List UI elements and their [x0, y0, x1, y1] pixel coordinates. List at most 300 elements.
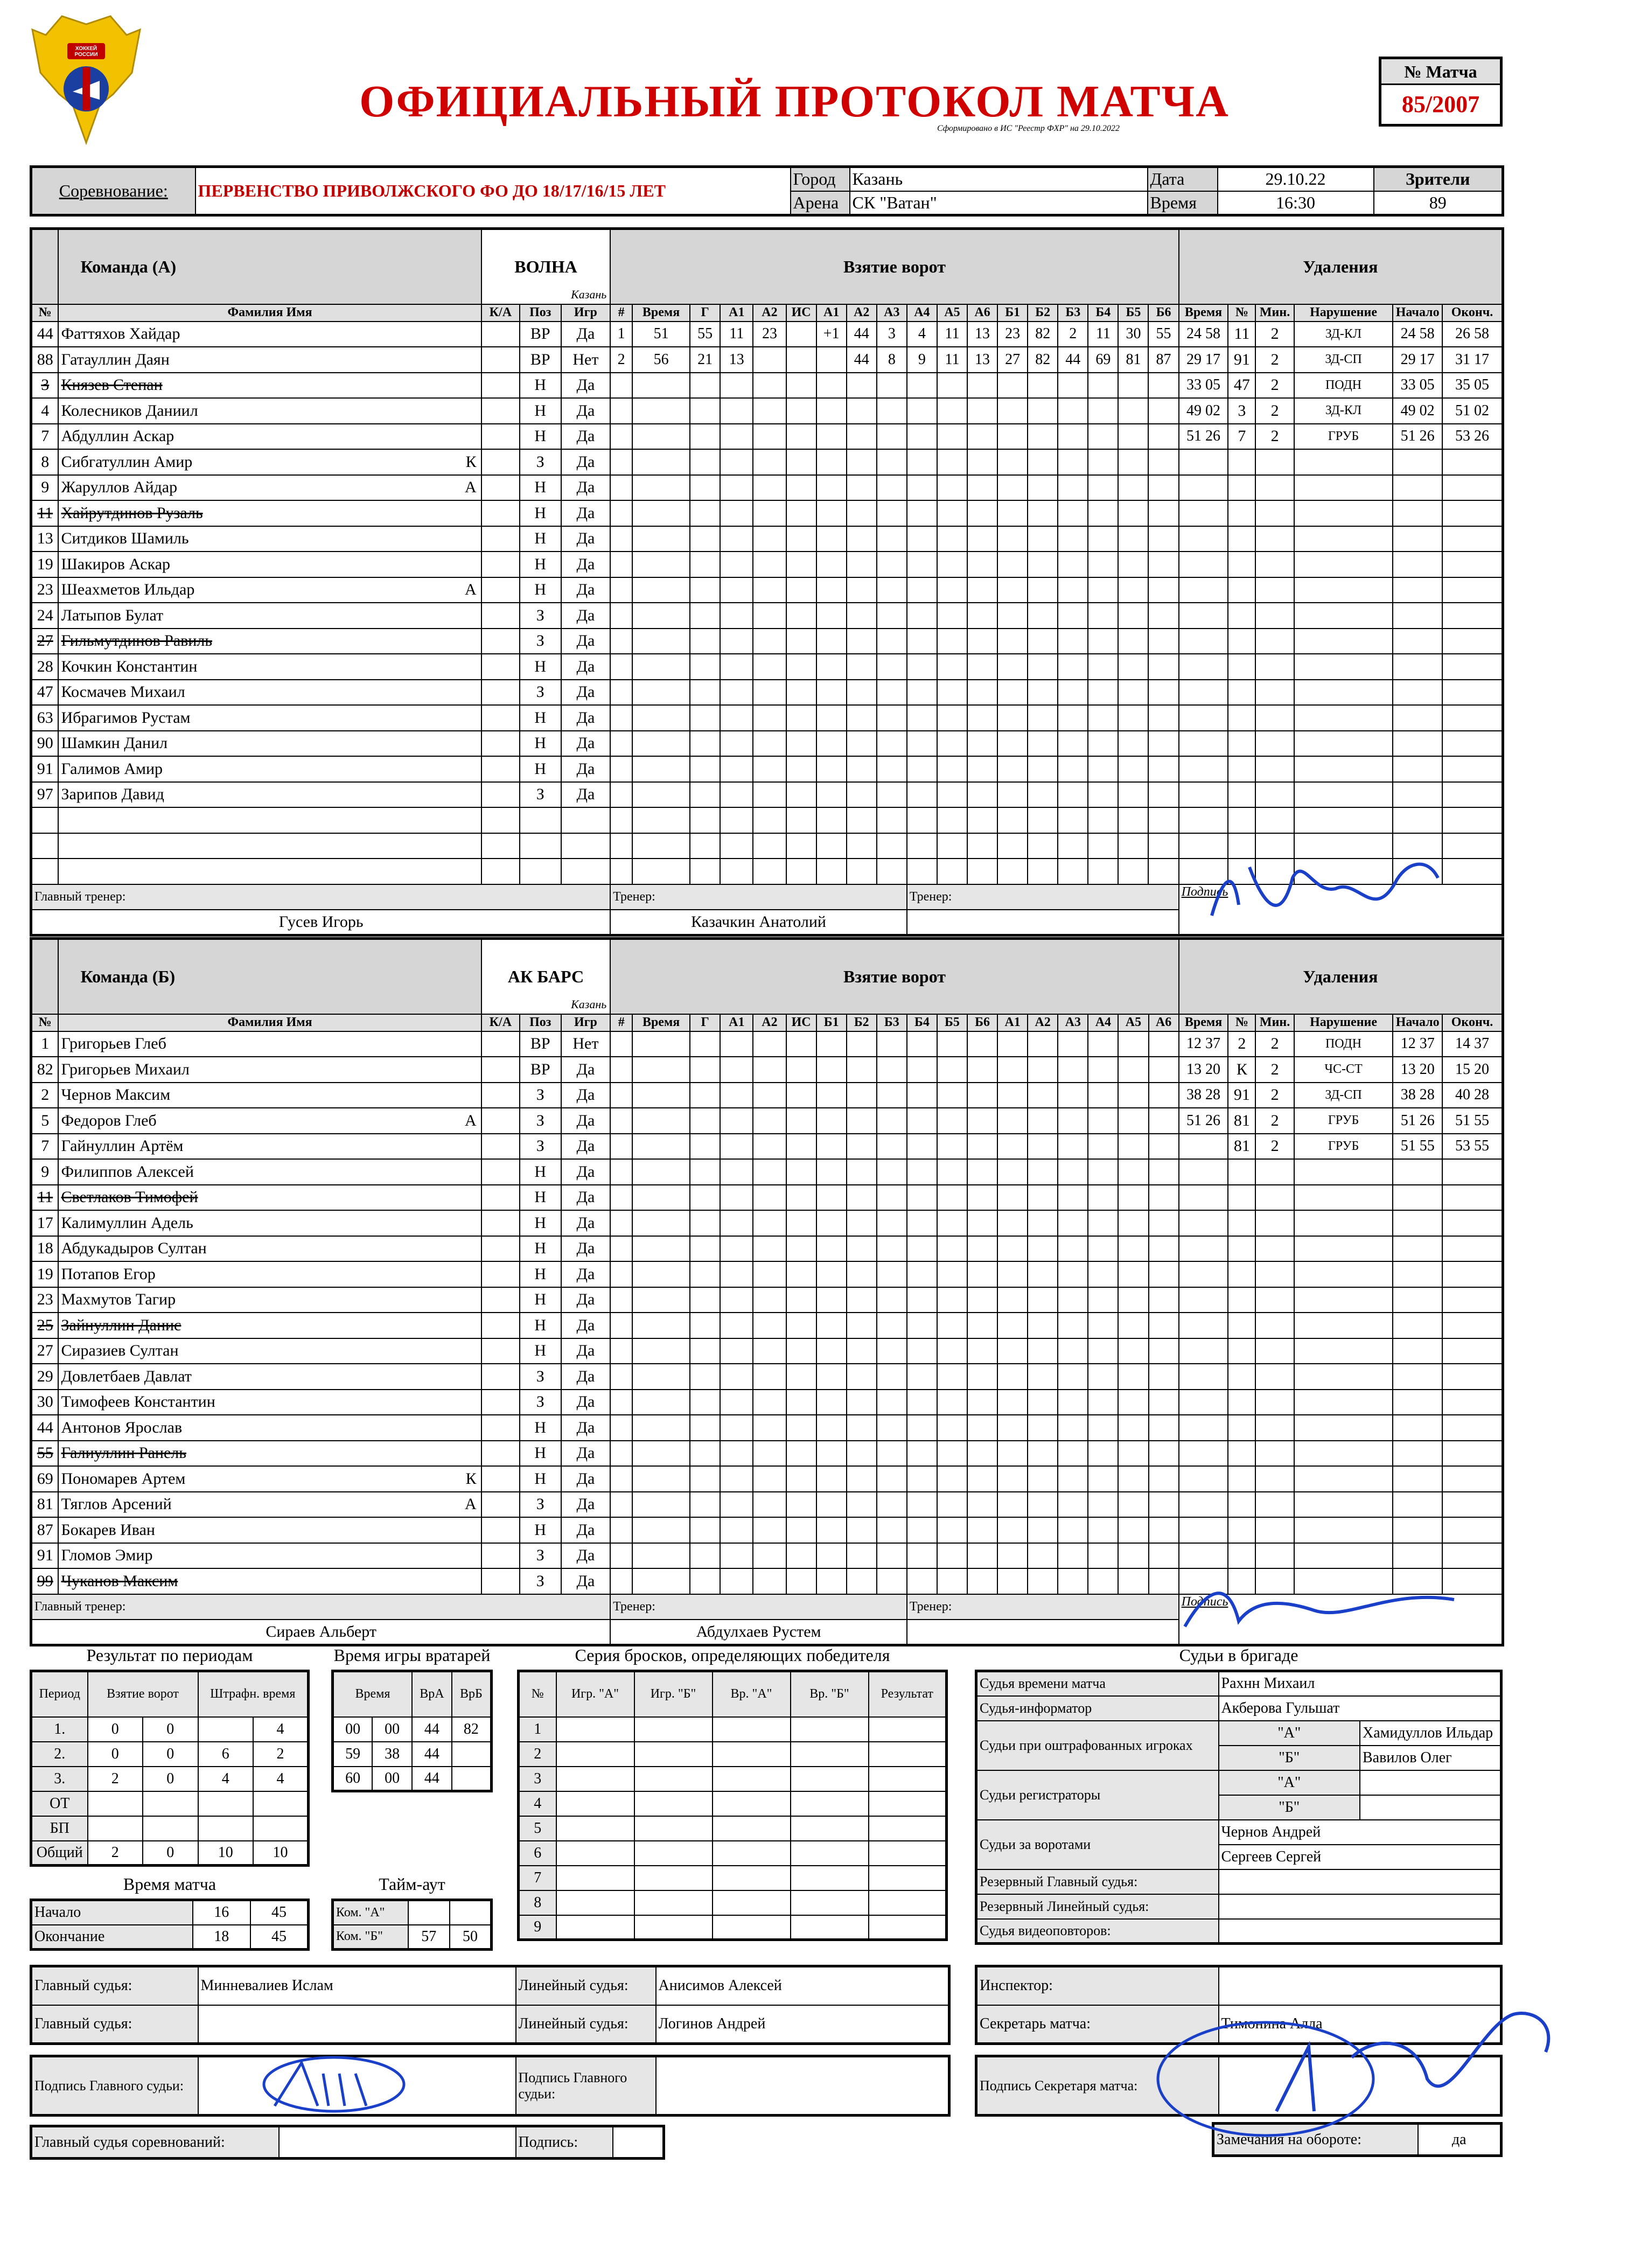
goal-cell [1148, 552, 1178, 577]
team-a-table [30, 227, 1504, 937]
goal-cell [786, 347, 816, 373]
goal-cell [877, 705, 907, 731]
goal-cell [610, 1466, 632, 1492]
team_a-city: Казань [571, 287, 607, 301]
goal-cell [937, 1338, 967, 1364]
player-role: А [464, 1495, 477, 1513]
goal-cell [877, 1441, 907, 1467]
goal-cell [1118, 1543, 1148, 1569]
goal-cell [816, 552, 847, 577]
goal-cell [690, 1466, 720, 1492]
pen-minutes [1255, 475, 1294, 501]
player-played: Да [561, 449, 611, 475]
pen-time-m: 38 [1186, 1086, 1202, 1104]
goal-cell [632, 1441, 690, 1467]
goal-cell [1028, 1236, 1058, 1262]
sig-main2 [656, 2056, 949, 2116]
pen-infraction [1294, 1415, 1393, 1441]
pen-infraction [1294, 526, 1393, 552]
pen-infraction: ГРУБ [1294, 1134, 1393, 1160]
goal-cell [690, 1287, 720, 1313]
goal-cell [847, 552, 877, 577]
goal-cell [997, 1210, 1028, 1236]
goal-cell [877, 654, 907, 680]
player-number: 11 [31, 500, 59, 526]
player-row [31, 424, 1503, 450]
goal-cell [877, 1415, 907, 1441]
player-row [31, 577, 1503, 603]
goal-cell [1149, 1261, 1179, 1287]
goal-cell [1148, 731, 1178, 757]
goal-cell [690, 1185, 720, 1211]
goal-cell [816, 1287, 847, 1313]
player-played: Нет [561, 1031, 611, 1057]
goal-cell [997, 1543, 1028, 1569]
goal-cell [877, 1159, 907, 1185]
goal-cell [610, 1568, 632, 1594]
goal-cell [937, 1134, 967, 1160]
goal-cell [907, 1466, 937, 1492]
player-row [31, 680, 1503, 706]
goal-cell [937, 654, 967, 680]
player-played: Да [561, 1134, 611, 1160]
goal-cell [632, 577, 690, 603]
goal-cell [1058, 680, 1088, 706]
player-played: Да [561, 1441, 611, 1467]
player-position: Н [520, 526, 561, 552]
goalie-time-cell: 00 [372, 1767, 412, 1791]
goal-cell [847, 398, 877, 424]
goal-cell [690, 1492, 720, 1518]
match-time-title: Время матча [123, 1874, 217, 1894]
brigade-tag: "Б" [1219, 1795, 1360, 1820]
goal-cell [907, 1364, 937, 1390]
goal-cell: 1 [610, 322, 632, 347]
player-position: Н [520, 756, 561, 782]
goal-cell [1088, 1338, 1118, 1364]
player-played: Да [561, 1261, 611, 1287]
player-played: Да [561, 1287, 611, 1313]
goal-cell [720, 1287, 753, 1313]
goal-cell [753, 1108, 786, 1134]
player-number: 7 [31, 1134, 59, 1160]
pen-start-s: 17 [1419, 351, 1435, 368]
pen-minutes: 2 [1255, 1083, 1294, 1108]
player-position: Н [520, 577, 561, 603]
team_a-goal-col: Б1 [997, 304, 1028, 322]
goal-cell [816, 1108, 847, 1134]
goal-cell [1118, 500, 1148, 526]
goal-cell [907, 603, 937, 629]
goal-cell [632, 833, 690, 859]
goal-cell [967, 782, 997, 808]
goal-cell [690, 859, 720, 884]
pen-minutes [1255, 680, 1294, 706]
goal-cell [753, 373, 786, 399]
goal-cell [967, 552, 997, 577]
goal-cell [1118, 1236, 1148, 1262]
goal-cell [1118, 859, 1148, 884]
goal-cell [967, 1134, 997, 1160]
team_a-goal-col: А2 [847, 304, 877, 322]
goal-cell [786, 1364, 816, 1390]
goal-cell [690, 398, 720, 424]
timeout-b-m: 57 [408, 1925, 450, 1950]
player-row [31, 1313, 1503, 1338]
player-number: 8 [31, 449, 59, 475]
goalie-time-cell: 59 [333, 1742, 373, 1767]
goal-cell [877, 1466, 907, 1492]
team_a-goal-col: А1 [720, 304, 753, 322]
goal-cell [786, 705, 816, 731]
goal-cell [690, 833, 720, 859]
player-position: Н [520, 1517, 561, 1543]
chief-label: Главный судья соревнований: [31, 2126, 279, 2159]
goalie-time-cell: 44 [412, 1742, 452, 1767]
goal-cell [1058, 1390, 1088, 1415]
player-position: Н [520, 373, 561, 399]
team_b-goal-col: А1 [997, 1014, 1028, 1031]
player-row [31, 756, 1503, 782]
goal-cell [1088, 1441, 1118, 1467]
goal-cell [753, 1466, 786, 1492]
goal-cell [816, 680, 847, 706]
team_a-coach2 [907, 910, 1179, 936]
pen-start-m: 51 [1400, 428, 1416, 445]
pen-minutes: 2 [1255, 373, 1294, 399]
goal-cell [1149, 1031, 1179, 1057]
player-number: 24 [31, 603, 59, 629]
goal-cell [610, 1185, 632, 1211]
goal-cell [1118, 577, 1148, 603]
pen-player [1228, 475, 1255, 501]
goal-cell [997, 1287, 1028, 1313]
goal-cell [1149, 1083, 1179, 1108]
player-position [520, 807, 561, 833]
goal-cell [907, 756, 937, 782]
goal-cell [847, 475, 877, 501]
goal-cell [632, 705, 690, 731]
goal-cell [632, 1568, 690, 1594]
goal-cell [753, 398, 786, 424]
player-role: А [464, 581, 477, 599]
player-position: З [520, 680, 561, 706]
period-cell: 2. [31, 1742, 88, 1767]
goal-cell [847, 1210, 877, 1236]
player-position: ВР [520, 322, 561, 347]
goal-cell [1149, 1313, 1179, 1338]
goal-cell [816, 373, 847, 399]
player-row [31, 347, 1503, 373]
pen-infraction [1294, 1390, 1393, 1415]
timeout-b-s: 50 [450, 1925, 492, 1950]
player-played [561, 859, 611, 884]
signature-coach-b [1174, 1567, 1476, 1643]
goal-cell [967, 705, 997, 731]
goal-cell [907, 629, 937, 654]
goal-cell [690, 1313, 720, 1338]
goal-cell: 13 [967, 347, 997, 373]
goal-cell [1088, 731, 1118, 757]
goal-cell [847, 1083, 877, 1108]
goal-cell [877, 1261, 907, 1287]
pen-player [1228, 449, 1255, 475]
goal-cell [1118, 807, 1148, 833]
pen-minutes [1255, 807, 1294, 833]
goal-cell [610, 373, 632, 399]
team_b-head-coach: Сираев Альберт [31, 1620, 611, 1645]
goal-cell [907, 449, 937, 475]
goal-cell [1088, 629, 1118, 654]
time: 16:30 [1218, 191, 1374, 215]
goal-cell [967, 1185, 997, 1211]
goal-cell [786, 1031, 816, 1057]
player-number: 17 [31, 1210, 59, 1236]
period-cell [198, 1816, 254, 1841]
player-number: 90 [31, 731, 59, 757]
goal-cell: 51 [632, 322, 690, 347]
pen-start-m: 33 [1400, 376, 1416, 394]
goal-cell [937, 500, 967, 526]
goal-cell [1088, 1287, 1118, 1313]
goal-cell [907, 1543, 937, 1569]
pen-start-s: 37 [1419, 1035, 1435, 1052]
period-cell: 1. [31, 1717, 88, 1742]
goal-cell [877, 1517, 907, 1543]
goal-cell [610, 654, 632, 680]
chief-judge [30, 2125, 665, 2160]
brigade-value: Акберова Гульшат [1219, 1696, 1502, 1721]
goal-cell [847, 1568, 877, 1594]
goal-cell [1118, 782, 1148, 808]
goal-cell [786, 500, 816, 526]
goal-cell [786, 833, 816, 859]
goal-cell [1028, 1287, 1058, 1313]
player-number [31, 859, 59, 884]
goal-cell [816, 782, 847, 808]
goal-cell [1149, 1287, 1179, 1313]
player-number: 87 [31, 1517, 59, 1543]
goal-cell [786, 680, 816, 706]
logo-caption: ХОККЕЙ РОССИИ [74, 46, 98, 58]
player-played: Да [561, 603, 611, 629]
goal-cell [632, 1517, 690, 1543]
goal-cell [753, 1543, 786, 1569]
pen-infraction: ЗД-СП [1294, 1083, 1393, 1108]
player-played: Да [561, 1492, 611, 1518]
goal-cell [967, 603, 997, 629]
team_b-head-coach-label: Главный тренер: [31, 1594, 611, 1620]
goal-cell [786, 475, 816, 501]
goal-cell [1088, 500, 1118, 526]
goal-cell [937, 1441, 967, 1467]
goal-cell [690, 424, 720, 450]
goal-cell [1088, 705, 1118, 731]
match-start-h: 16 [193, 1900, 251, 1925]
goal-cell [907, 526, 937, 552]
goal-cell [907, 731, 937, 757]
pen-infraction [1294, 680, 1393, 706]
shootout-col-ga: Вр. "А" [713, 1671, 791, 1717]
goal-cell [1058, 1415, 1088, 1441]
goal-cell [1118, 1568, 1148, 1594]
goal-cell [753, 731, 786, 757]
shootout-num: 7 [519, 1866, 556, 1890]
player-name: Космачев Михаил [61, 683, 185, 701]
goal-cell [690, 526, 720, 552]
goal-cell [877, 859, 907, 884]
player-position: Н [520, 424, 561, 450]
chief-sig [613, 2126, 664, 2159]
goal-cell [753, 424, 786, 450]
pen-infraction: ПОДН [1294, 1031, 1393, 1057]
player-position: Н [520, 500, 561, 526]
goal-cell: 23 [753, 322, 786, 347]
player-position: Н [520, 552, 561, 577]
player-row [31, 1390, 1503, 1415]
player-position: З [520, 449, 561, 475]
goal-cell [997, 1415, 1028, 1441]
player-number: 18 [31, 1236, 59, 1262]
goal-cell [816, 526, 847, 552]
player-position: Н [520, 1313, 561, 1338]
player-number: 11 [31, 1185, 59, 1211]
goal-cell [997, 373, 1028, 399]
goal-cell [967, 1568, 997, 1594]
goal-cell [1148, 526, 1178, 552]
goal-cell [786, 1083, 816, 1108]
goal-cell [720, 1441, 753, 1467]
pen-minutes [1255, 1364, 1294, 1390]
pen-minutes [1255, 1159, 1294, 1185]
goal-cell: 82 [1028, 347, 1058, 373]
goal-cell [610, 705, 632, 731]
date-label: Дата [1148, 167, 1218, 191]
pen-time-s: 37 [1205, 1035, 1221, 1052]
goal-cell [877, 1568, 907, 1594]
player-row [31, 782, 1503, 808]
goal-cell [1028, 500, 1058, 526]
goal-cell [1118, 833, 1148, 859]
player-row [31, 1083, 1503, 1108]
goal-cell [690, 1338, 720, 1364]
player-name: Шамкин Данил [61, 734, 168, 752]
goal-cell [690, 1236, 720, 1262]
pen-time-m: 29 [1186, 351, 1202, 368]
arena: СК "Ватан" [850, 191, 1148, 215]
goal-cell [1148, 859, 1178, 884]
goal-cell [847, 1517, 877, 1543]
goal-cell [1148, 500, 1178, 526]
goal-cell [816, 1313, 847, 1338]
goal-cell [937, 807, 967, 833]
goal-cell [720, 449, 753, 475]
goal-cell [847, 1057, 877, 1083]
goal-cell [720, 859, 753, 884]
period-cell: 10 [198, 1841, 254, 1866]
team_a-coach: Казачкин Анатолий [610, 910, 907, 936]
brigade-label: Судьи за воротами [976, 1820, 1219, 1869]
goal-cell [937, 731, 967, 757]
period-cell: 2 [88, 1841, 143, 1866]
pen-player: 11 [1228, 322, 1255, 347]
team_a-goal-col: Б2 [1028, 304, 1058, 322]
goal-cell [1088, 654, 1118, 680]
pen-start-s: 58 [1419, 325, 1435, 343]
pen-infraction [1294, 1441, 1393, 1467]
goal-cell: 3 [877, 322, 907, 347]
player-number: 9 [31, 475, 59, 501]
goal-cell [907, 1338, 937, 1364]
team_b-roster-col: Фамилия Имя [58, 1014, 481, 1031]
goal-cell [997, 1083, 1028, 1108]
goal-cell [1028, 373, 1058, 399]
goal-cell [1118, 756, 1148, 782]
player-name: Чуканов Максим [61, 1572, 178, 1590]
goal-cell [632, 398, 690, 424]
goal-cell [967, 449, 997, 475]
player-number [31, 807, 59, 833]
goal-cell [786, 1210, 816, 1236]
player-position: Н [520, 1261, 561, 1287]
goal-cell [816, 475, 847, 501]
pen-minutes: 2 [1255, 1031, 1294, 1057]
goal-cell [967, 424, 997, 450]
goal-cell [877, 373, 907, 399]
goal-cell [967, 577, 997, 603]
pen-infraction [1294, 756, 1393, 782]
goal-cell [1028, 1517, 1058, 1543]
goal-cell [1088, 603, 1118, 629]
pen-player [1228, 1390, 1255, 1415]
player-row [31, 373, 1503, 399]
pen-infraction [1294, 449, 1393, 475]
goal-cell [753, 1441, 786, 1467]
goal-cell [877, 1108, 907, 1134]
pen-time-s: 26 [1205, 428, 1220, 445]
pen-player [1228, 1210, 1255, 1236]
player-position: З [520, 1083, 561, 1108]
goalie-time-cell: 00 [372, 1717, 412, 1742]
goal-cell [907, 654, 937, 680]
goal-cell [937, 833, 967, 859]
team_a-roster-col: Поз [520, 304, 561, 322]
pen-infraction [1294, 1287, 1393, 1313]
pen-start-m: 12 [1400, 1035, 1416, 1052]
goal-cell [847, 1134, 877, 1160]
goal-cell [967, 1031, 997, 1057]
goal-cell [610, 475, 632, 501]
goal-cell [1058, 1313, 1088, 1338]
goal-cell [1148, 680, 1178, 706]
brigade-value [1219, 1894, 1502, 1919]
goal-cell [937, 1031, 967, 1057]
goal-cell [1088, 526, 1118, 552]
pen-time-s: 20 [1205, 1060, 1221, 1078]
period-cell: 4 [198, 1767, 254, 1791]
pen-minutes [1255, 1492, 1294, 1518]
goal-cell [1058, 398, 1088, 424]
goal-cell [753, 552, 786, 577]
goal-cell [937, 1287, 967, 1313]
date: 29.10.22 [1218, 167, 1374, 191]
goal-cell [997, 1159, 1028, 1185]
player-name: Гильмутдинов Равиль [61, 632, 213, 650]
team_b-roster-col: Поз [520, 1014, 561, 1031]
sig-main-label: Подпись Главного судьи: [31, 2056, 198, 2116]
goal-cell [907, 1134, 937, 1160]
goal-cell [720, 1031, 753, 1057]
